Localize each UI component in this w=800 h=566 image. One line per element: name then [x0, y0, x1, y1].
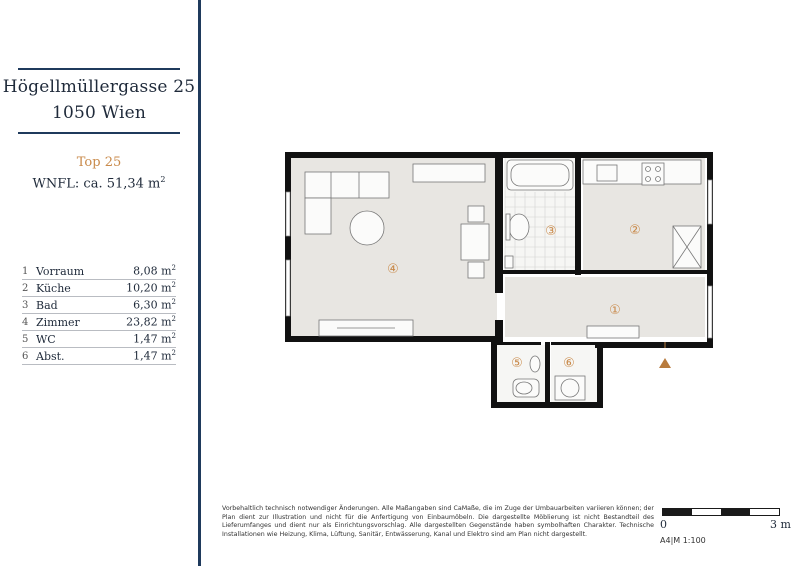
room-row — [22, 331, 176, 348]
scale-label-zero: 0 — [660, 518, 667, 531]
room-name: Bad — [36, 298, 58, 312]
room-name: Zimmer — [36, 315, 80, 329]
room-name: Abst. — [36, 349, 65, 363]
scale-bar-graphic — [662, 508, 780, 516]
room-row — [22, 263, 176, 280]
room-number: 4 — [22, 316, 29, 328]
room-area: 23,82 $m^2$ — [126, 315, 176, 329]
room-marker-3: ③ — [545, 224, 557, 239]
unit-wnfl — [0, 175, 198, 191]
room-number: 6 — [22, 350, 29, 362]
room-name: Küche — [36, 281, 71, 295]
info-sidebar — [0, 0, 198, 566]
floor-plan — [285, 152, 713, 410]
room-number: 3 — [22, 299, 29, 311]
room-marker-1: ① — [609, 303, 621, 318]
room-number: 5 — [22, 333, 29, 345]
room-row — [22, 280, 176, 297]
room-row — [22, 297, 176, 314]
scale-bar — [660, 505, 800, 555]
room-marker-4: ④ — [387, 262, 399, 277]
room-marker-2: ② — [629, 223, 641, 238]
room-area: 1,47 $m^2$ — [133, 332, 176, 346]
hallway-fixtures — [587, 326, 639, 338]
room-row — [22, 348, 176, 365]
room-number: 2 — [22, 282, 29, 294]
legal-disclaimer: Vorbehaltlich technisch notwendiger Änderungen. Alle Maßangaben sind CaMaße, die im Zuge der Umbauarbeiten variieren können; der Plan dient zur Illustration und nicht für die Anfertigung von Einbaumöbeln. Die dargestellte Möblierung ist nicht Bestandteil des Lieferumfanges und dient nur als Einrichtungsvorschlag. Alle dargestellten Gegenstände haben symbolhaften Charakter. Technische Installationen wie Heizung, Klima, Lüftung, Sanitär, Entwässerung, Kanal und Elektro sind am Plan nicht dargestellt. — [222, 505, 654, 538]
room-area: 6,30 $m^2$ — [133, 298, 176, 312]
entrance-arrow — [659, 358, 671, 368]
room-number: 1 — [22, 265, 29, 277]
room-marker-5: ⑤ — [511, 356, 523, 371]
scale-label-three: 3 m — [770, 518, 791, 531]
room-row — [22, 314, 176, 331]
wnfl-text: WNFL: ca. 51,34 m — [32, 176, 161, 192]
scale-format: A4|M 1:100 — [660, 536, 706, 545]
room-marker-6: ⑥ — [563, 356, 575, 371]
address-city: 1050 Wien — [51, 103, 147, 123]
address-top-rule — [18, 68, 180, 70]
address-street: Högellmüllergasse 25 — [2, 77, 196, 97]
room-name: Vorraum — [36, 264, 85, 278]
room-area: 10,20 $m^2$ — [126, 281, 176, 295]
room-list — [22, 263, 176, 365]
wnfl-sup: 2 — [160, 175, 166, 184]
room-area: 1,47 $m^2$ — [133, 349, 176, 363]
room-area: 8,08 $m^2$ — [133, 264, 176, 278]
unit-top-label: Top 25 — [76, 155, 122, 170]
address-bottom-rule — [18, 132, 180, 134]
sidebar-divider — [198, 0, 201, 566]
room-name: WC — [36, 332, 56, 346]
